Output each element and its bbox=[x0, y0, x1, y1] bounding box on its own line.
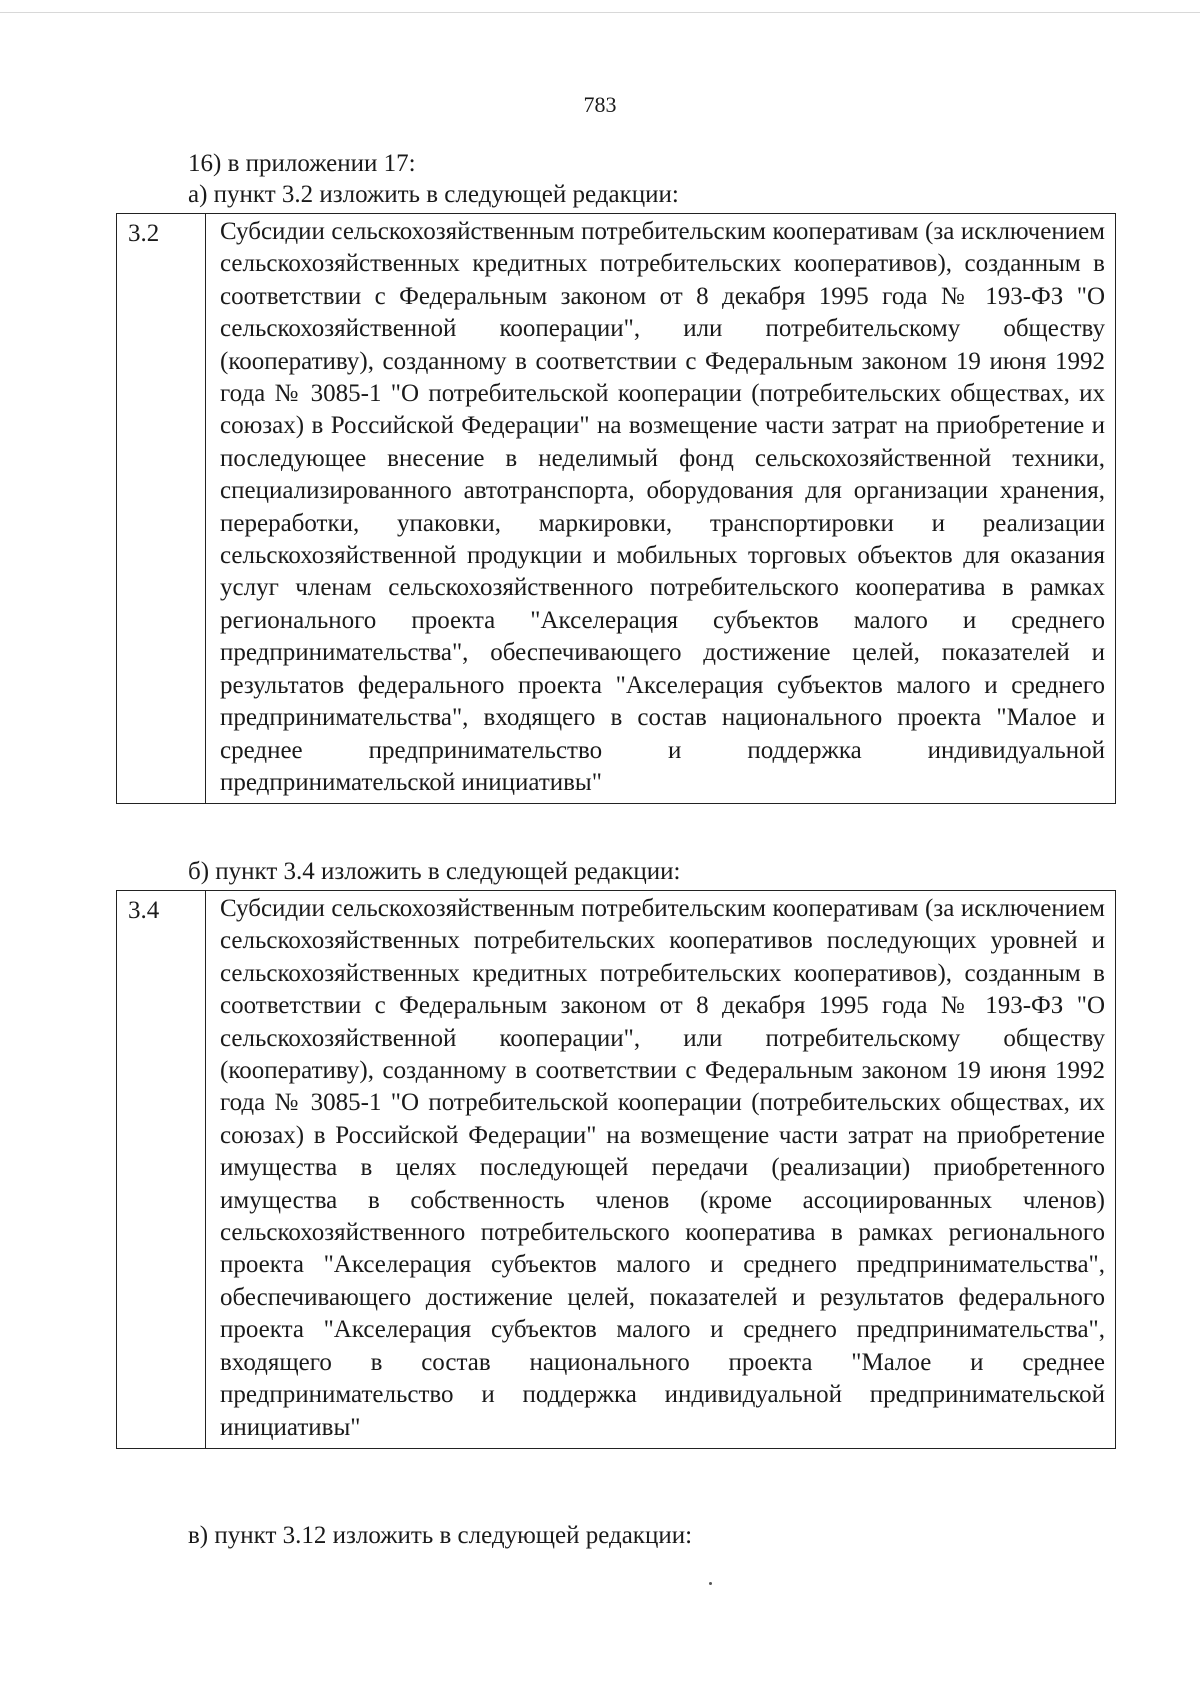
intro-line: 16) в приложении 17: bbox=[188, 150, 416, 177]
clause-number: 3.4 bbox=[117, 891, 206, 1448]
clause-text: Субсидии сельскохозяйственным потребительским кооперативам (за исключением сельскохозяйственных кредитных потребительских кооперативов), созданным в соответствии с Федеральным законом от 8 декабря 1995 года № 193-ФЗ "О сельскохозяйственной кооперации", или потребительскому обществу (кооперативу), созданному в соответствии с Федеральным законом 19 июня 1992 года № 3085-1 "О потребительской кооперации (потребительских обществах, их союзах) в Российской Федерации" на возмещение части затрат на приобретение и последующее внесение в неделимый фонд сельскохозяйственной техники, специализированного автотранспорта, оборудования для организации хранения, переработки, упаковки, маркировки, транспортировки и реализации сельскохозяйственной продукции и мобильных торговых объектов для оказания услуг членам сельскохозяйственного потребительского кооператива в рамках регионального проекта "Акселерация субъектов малого и среднего предпринимательства", обеспечивающего достижение целей, показателей и результатов федерального проекта "Акселерация субъектов малого и среднего предпринимательства", входящего в состав национального проекта "Малое и среднее предпринимательство и поддержка индивидуальной предпринимательской инициативы" bbox=[220, 218, 1105, 796]
item-label-a: а) пункт 3.2 изложить в следующей редакции: bbox=[188, 181, 679, 208]
item-label-c: в) пункт 3.12 изложить в следующей редакции: bbox=[188, 1522, 693, 1549]
amendment-table-3-4 bbox=[116, 890, 1116, 1449]
scan-top-edge bbox=[0, 12, 1200, 13]
amendment-table-3-2 bbox=[116, 213, 1116, 804]
clause-number: 3.2 bbox=[117, 214, 206, 803]
page-number: 783 bbox=[583, 92, 617, 117]
clause-text: Субсидии сельскохозяйственным потребительским кооперативам (за исключением сельскохозяйственных потребительских кооперативов последующих уровней и сельскохозяйственных кредитных потребительских кооперативов), созданным в соответствии с Федеральным законом от 8 декабря 1995 года № 193-ФЗ "О сельскохозяйственной кооперации", или потребительскому обществу (кооперативу), созданному в соответствии с Федеральным законом 19 июня 1992 года № 3085-1 "О потребительской кооперации (потребительских обществах, их союзах) в Российской Федерации" на возмещение части затрат на приобретение имущества в целях последующей передачи (реализации) приобретенного имущества в собственность членов (кроме ассоциированных членов) сельскохозяйственного потребительского кооператива в рамках регионального проекта "Акселерация субъектов малого и среднего предпринимательства", обеспечивающего достижение целей, показателей и результатов федерального проекта "Акселерация субъектов малого и среднего предпринимательства", входящего в состав национального проекта "Малое и среднее предпринимательство и поддержка индивидуальной предпринимательской инициативы" bbox=[220, 895, 1105, 1441]
scan-speck bbox=[709, 1582, 712, 1585]
item-label-b: б) пункт 3.4 изложить в следующей редакции: bbox=[188, 858, 681, 885]
